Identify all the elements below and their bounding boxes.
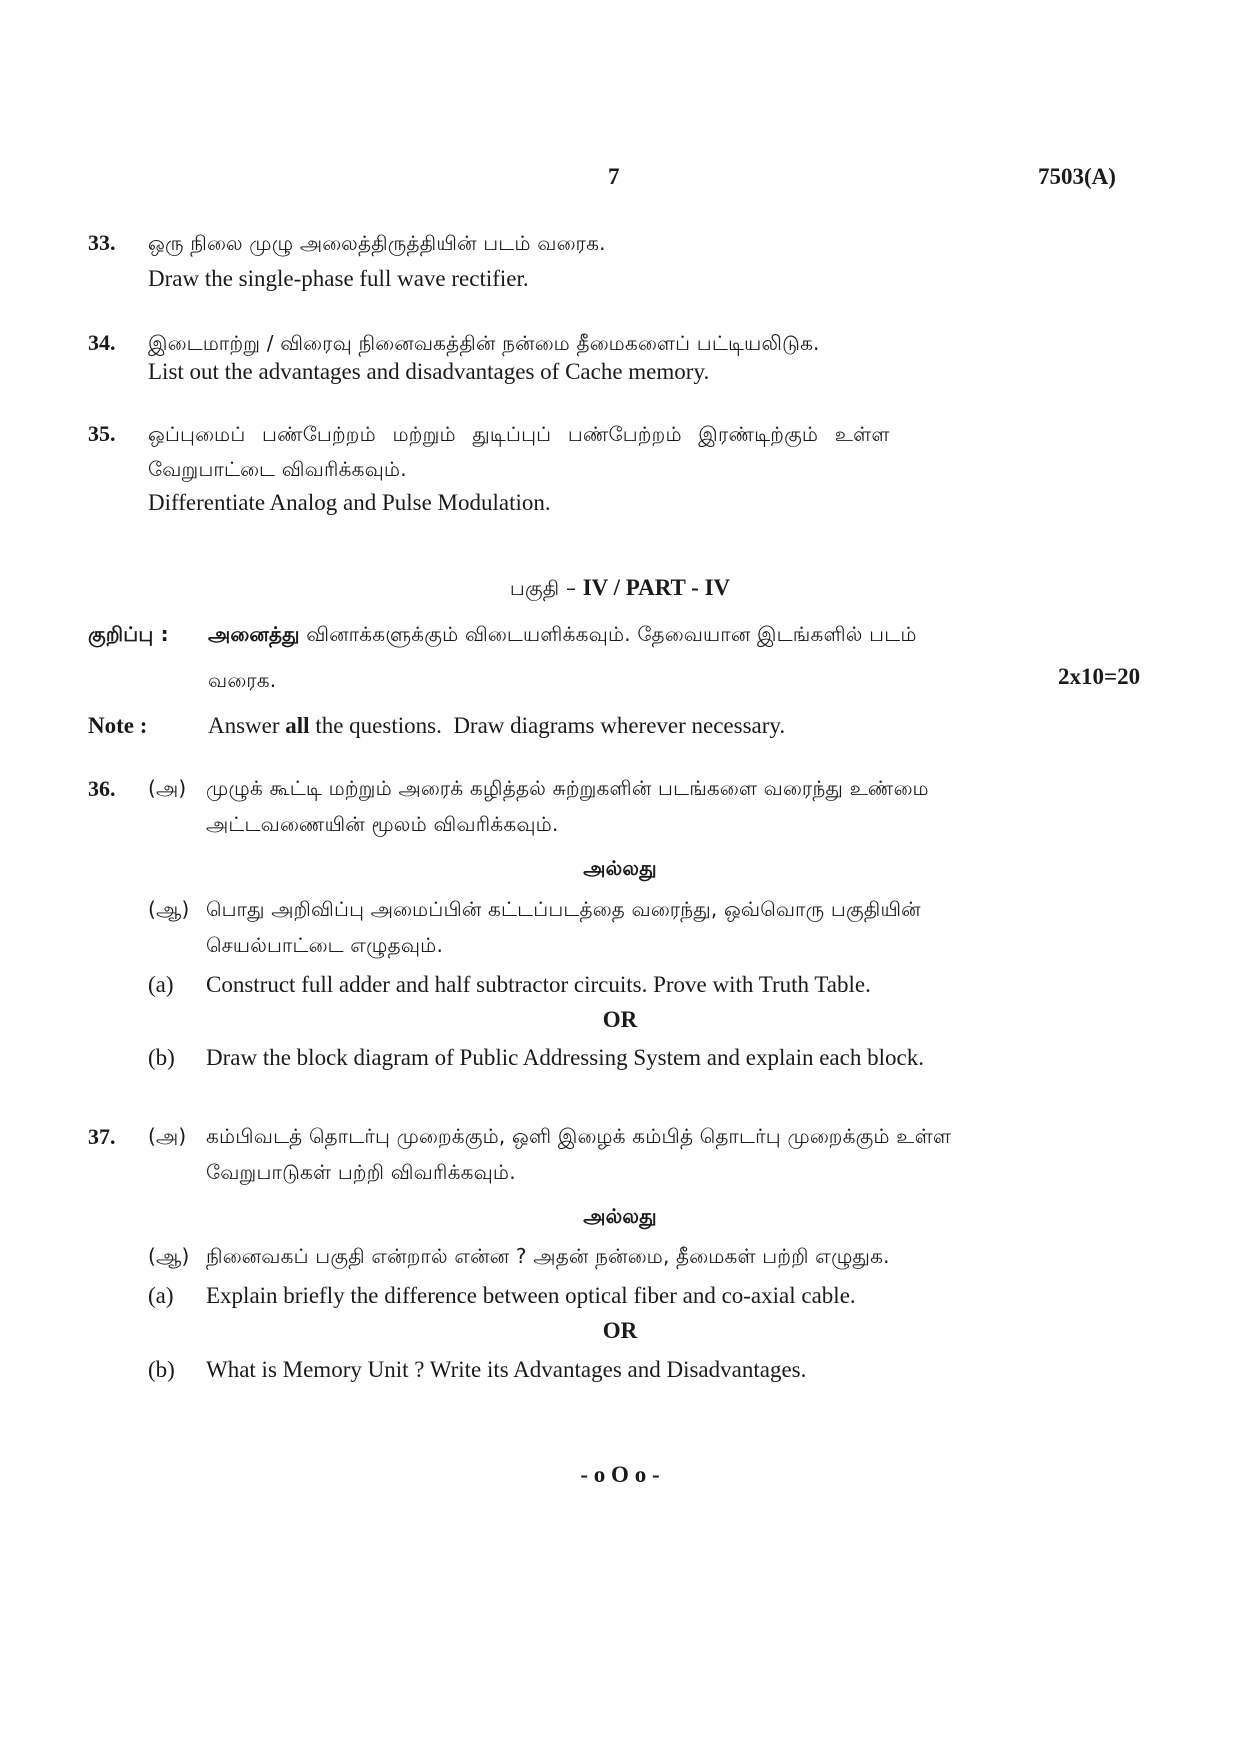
question-number-35: 35. — [88, 421, 116, 446]
q37-b-english-label: (b) — [148, 1357, 175, 1382]
q33-tamil: ஒரு நிலை முழு அலைத்திருத்தியின் படம் வரைக. — [148, 231, 606, 255]
q37-a-tamil-line1: கம்பிவடத் தொடர்பு முறைக்கும், ஒளி இழைக் கம்பித் தொடர்பு முறைக்கும் உள்ள — [206, 1124, 952, 1148]
q33-english: Draw the single-phase full wave rectifier. — [148, 266, 529, 291]
q37-b-english: What is Memory Unit ? Write its Advantages and Disadvantages. — [206, 1357, 807, 1382]
q36-b-tamil-line2: செயல்பாட்டை எழுதவும். — [206, 933, 444, 957]
page-number: 7 — [608, 164, 620, 189]
q35-tamil-line2: வேறுபாட்டை விவரிக்கவும். — [148, 457, 407, 481]
q34-english: List out the advantages and disadvantages of Cache memory. — [148, 359, 710, 384]
question-number-33: 33. — [88, 230, 116, 255]
q37-a-english-label: (a) — [148, 1283, 174, 1308]
note-english-pre: Answer — [208, 713, 286, 738]
q36-a-english-label: (a) — [148, 972, 174, 997]
q35-tamil-line1: ஒப்புமைப் பண்பேற்றம் மற்றும் துடிப்புப் பண்பேற்றம் இரண்டிற்கும் உள்ள — [148, 422, 890, 446]
q36-b-english-label: (b) — [148, 1045, 175, 1070]
question-number-37: 37. — [88, 1124, 116, 1149]
note-tamil-bold: அனைத்து — [208, 622, 300, 646]
q36-b-tamil-label: (ஆ) — [148, 897, 190, 921]
q36-a-tamil-line1: முழுக் கூட்டி மற்றும் அரைக் கழித்தல் சுற்றுகளின் படங்களை வரைந்து உண்மை — [206, 776, 929, 800]
q34-tamil: இடைமாற்று / விரைவு நினைவகத்தின் நன்மை தீமைகளைப் பட்டியலிடுக. — [148, 331, 820, 355]
note-tamil-label: குறிப்பு : — [88, 622, 169, 646]
question-number-36: 36. — [88, 776, 116, 801]
paper-code: 7503(A) — [1038, 164, 1116, 189]
q36-or-tamil: அல்லது — [583, 856, 657, 880]
q35-english: Differentiate Analog and Pulse Modulation. — [148, 490, 551, 515]
note-english-post: the questions. Draw diagrams wherever necessary. — [309, 713, 786, 738]
part-heading-tamil: பகுதி – — [509, 576, 583, 600]
q37-b-tamil-label: (ஆ) — [148, 1244, 190, 1268]
q36-b-english: Draw the block diagram of Public Addressing System and explain each block. — [206, 1045, 924, 1070]
part-heading-english: IV / PART - IV — [582, 575, 731, 600]
note-english-bold: all — [285, 713, 310, 738]
end-mark: - o O o - — [580, 1462, 660, 1487]
q37-a-tamil-line2: வேறுபாடுகள் பற்றி விவரிக்கவும். — [206, 1160, 516, 1184]
note-english-label: Note : — [88, 713, 148, 738]
q36-a-tamil-label: (அ) — [148, 776, 187, 800]
note-tamil-text — [208, 622, 917, 649]
part-heading — [0, 575, 1240, 603]
note-english-text — [208, 713, 785, 739]
q36-a-tamil-line2: அட்டவணையின் மூலம் விவரிக்கவும். — [206, 812, 559, 836]
note-tamil-rest: வினாக்களுக்கும் விடையளிக்கவும். தேவையான இடங்களில் படம் — [306, 622, 917, 646]
q36-b-tamil-line1: பொது அறிவிப்பு அமைப்பின் கட்டப்படத்தை வரைந்து, ஒவ்வொரு பகுதியின் — [206, 897, 921, 921]
marks: 2x10=20 — [1058, 664, 1141, 689]
q37-or-english: OR — [602, 1318, 638, 1343]
q36-or-english: OR — [602, 1007, 638, 1032]
q37-b-tamil-line1: நினைவகப் பகுதி என்றால் என்ன ? அதன் நன்மை, தீமைகள் பற்றி எழுதுக. — [206, 1244, 890, 1268]
question-number-34: 34. — [88, 330, 116, 355]
q36-a-english: Construct full adder and half subtractor circuits. Prove with Truth Table. — [206, 972, 871, 997]
q37-or-tamil: அல்லது — [583, 1204, 657, 1228]
q37-a-tamil-label: (அ) — [148, 1124, 187, 1148]
note-tamil-line2: வரைக. — [208, 668, 277, 692]
q37-a-english: Explain briefly the difference between optical fiber and co-axial cable. — [206, 1283, 856, 1308]
